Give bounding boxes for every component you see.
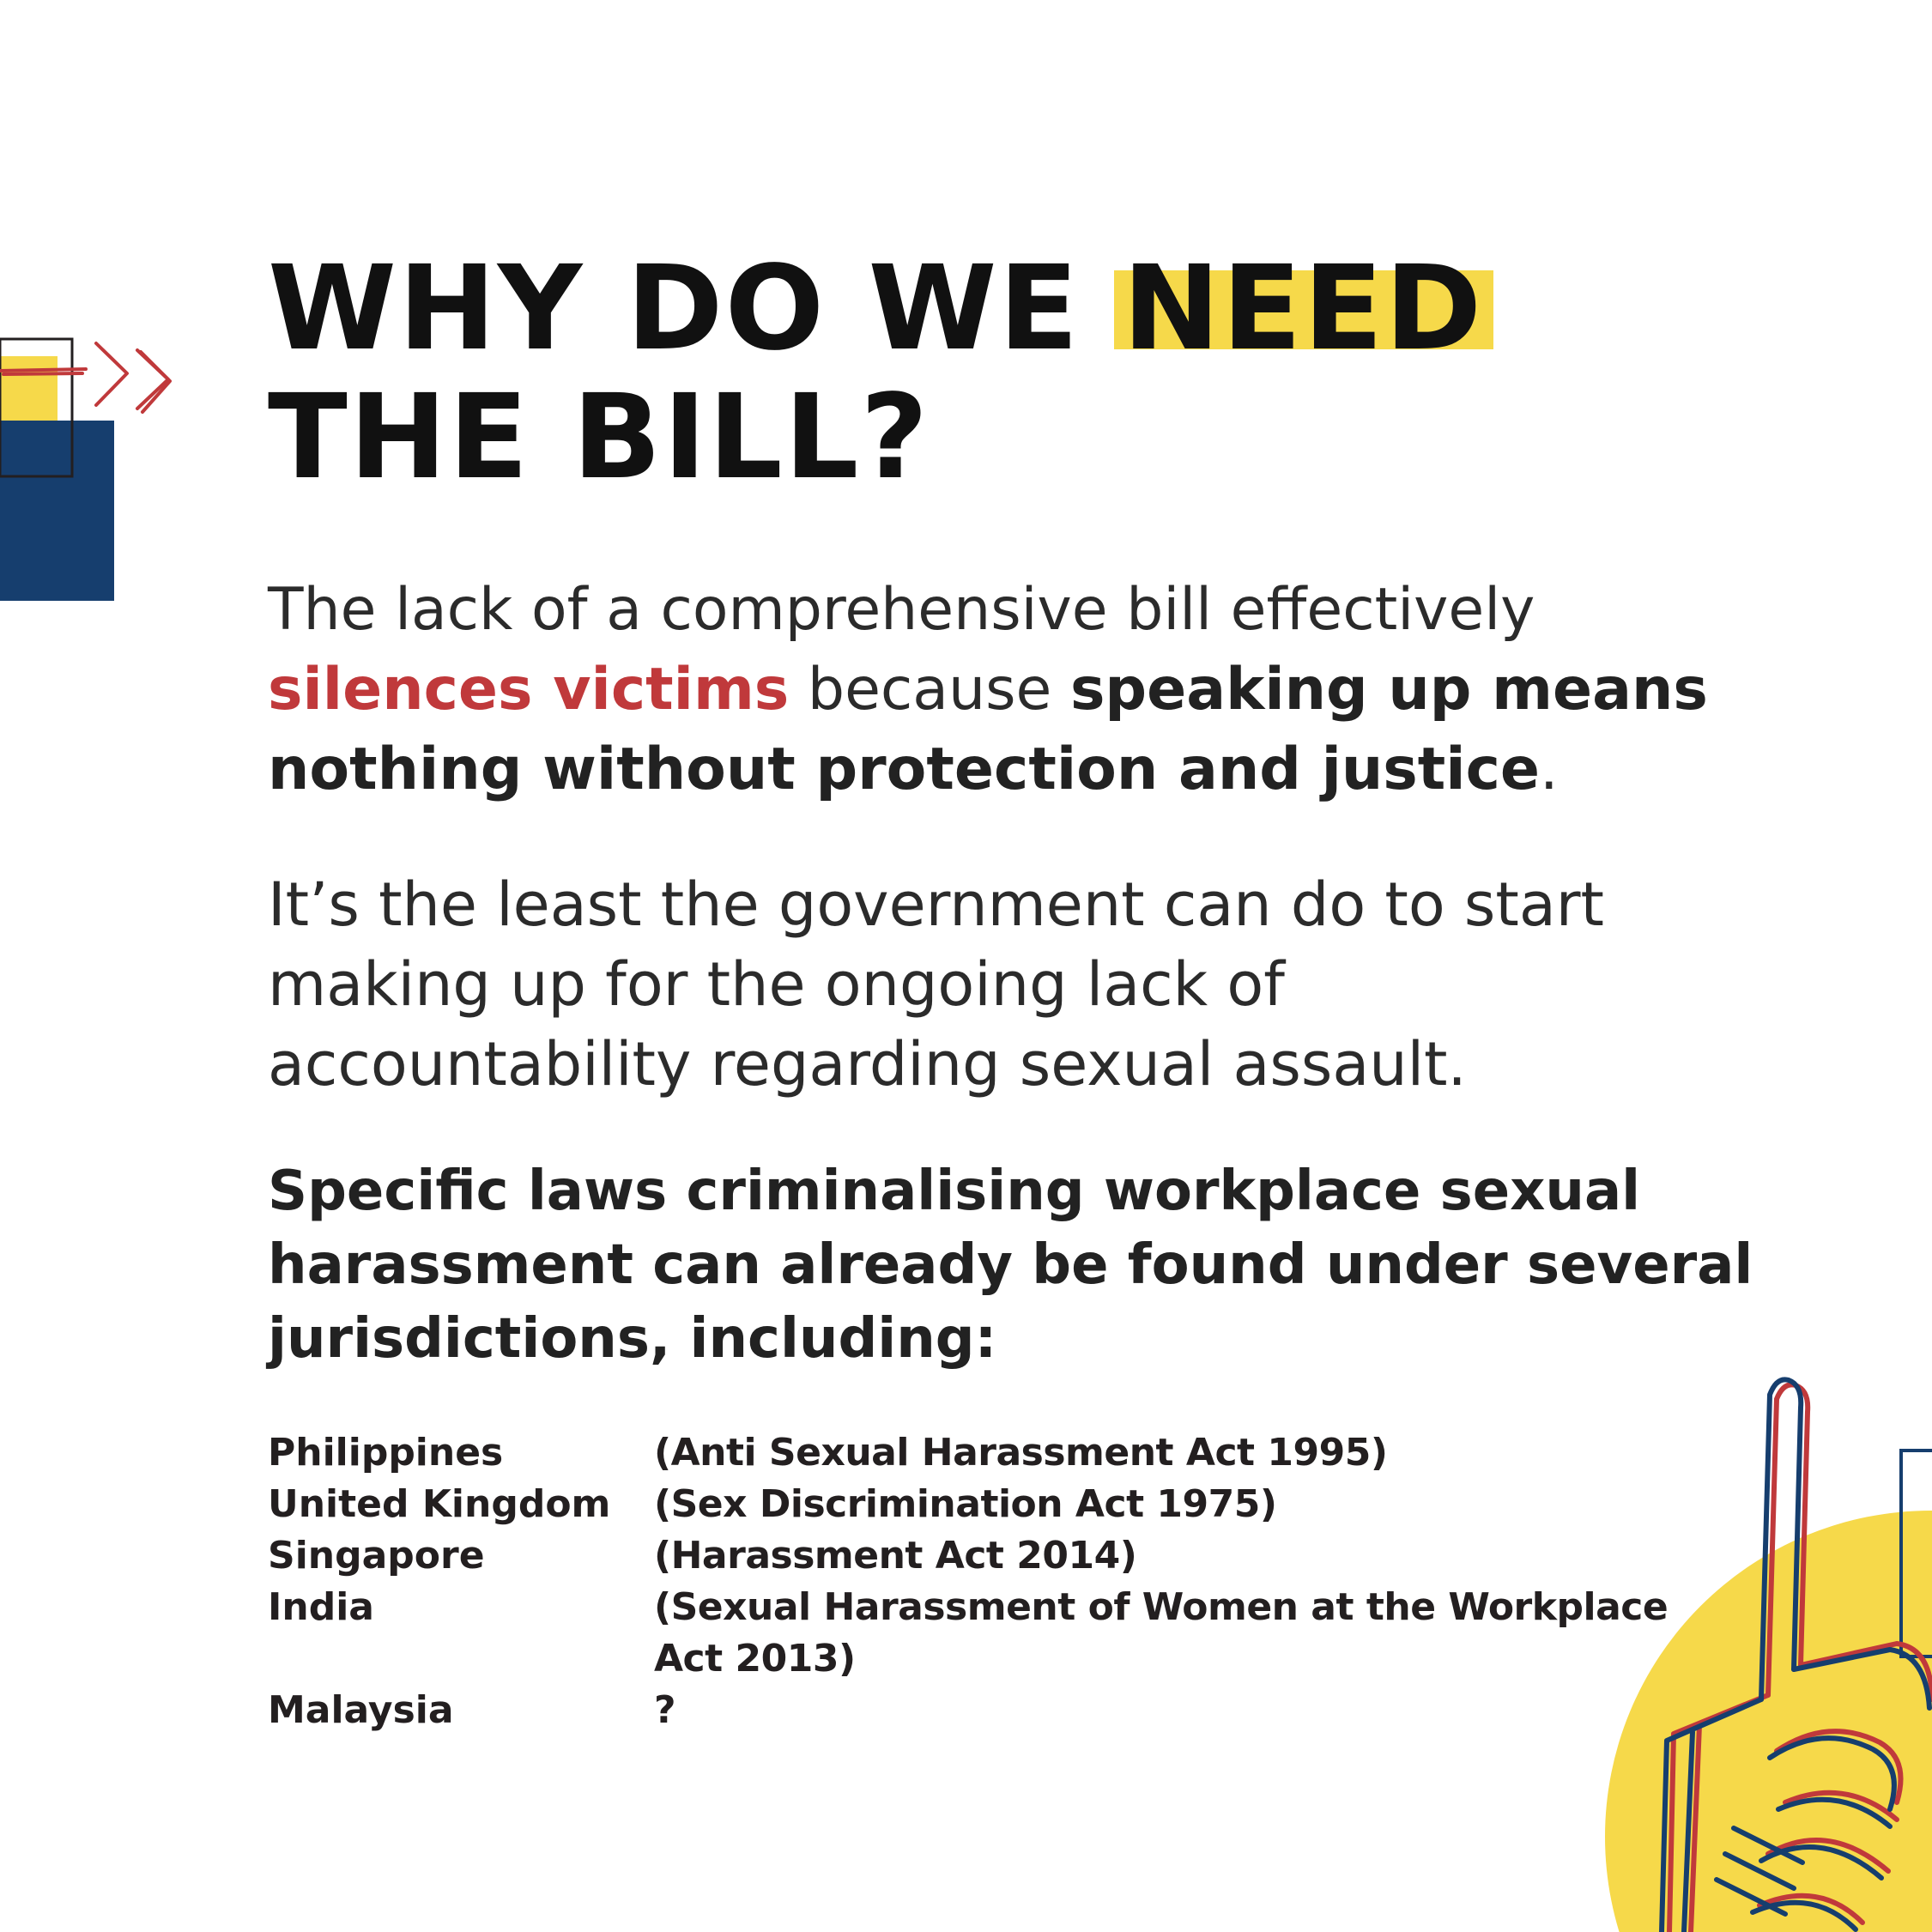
intro-paragraph [268, 570, 1708, 809]
government-line-2: making up for the ongoing lack of [268, 949, 1285, 1020]
navy-square [0, 421, 114, 601]
title-prefix: WHY DO WE [268, 241, 1123, 377]
decorative-squares-arrows [0, 326, 189, 627]
government-line-1: It’s the least the government can do to start [268, 869, 1604, 940]
law-name: (Anti Sexual Harassment Act 1995) [654, 1431, 1388, 1475]
country-name: Malaysia [268, 1688, 454, 1732]
list-item [268, 1685, 1710, 1736]
country-name: India [268, 1585, 374, 1629]
title-line-1 [268, 241, 1484, 377]
law-name: (Sexual Harassment of Women at the Workplace Act 2013) [654, 1585, 1669, 1681]
government-line-3: accountability regarding sexual assault. [268, 1029, 1467, 1099]
law-name: (Sex Discrimination Act 1975) [654, 1482, 1277, 1526]
intro-mid-text: because [789, 656, 1070, 724]
country-name: Singapore [268, 1534, 485, 1578]
title-line-2: THE BILL? [268, 370, 930, 506]
list-item [268, 1479, 1710, 1530]
jurisdictions-list [268, 1427, 1710, 1736]
title-highlight-need: NEED [1122, 241, 1484, 377]
intro-line-3 [268, 730, 1708, 809]
government-paragraph [268, 865, 1604, 1105]
country-name: United Kingdom [268, 1482, 611, 1526]
list-item [268, 1530, 1710, 1582]
page-title [268, 241, 1484, 506]
intro-end-punct: . [1540, 736, 1559, 803]
law-name: ? [654, 1688, 676, 1732]
intro-bold-part-2: nothing without protection and justice [268, 736, 1541, 803]
highlight-silences-victims: silences victims [268, 656, 790, 724]
law-name: (Harassment Act 2014) [654, 1534, 1137, 1578]
intro-line-1: The lack of a comprehensive bill effectively [268, 576, 1535, 644]
intro-bold-part-1: speaking up means [1069, 656, 1708, 724]
laws-line-3: jurisdictions, including: [268, 1307, 997, 1371]
list-item [268, 1582, 1710, 1685]
country-name: Philippines [268, 1431, 504, 1475]
hand-phone-illustration [1571, 1373, 1932, 1932]
intro-line-2 [268, 650, 1708, 730]
list-item [268, 1427, 1710, 1479]
laws-paragraph [268, 1154, 1753, 1376]
laws-line-1: Specific laws criminalising workplace sexual [268, 1160, 1641, 1223]
laws-line-2: harassment can already be found under several [268, 1233, 1753, 1297]
